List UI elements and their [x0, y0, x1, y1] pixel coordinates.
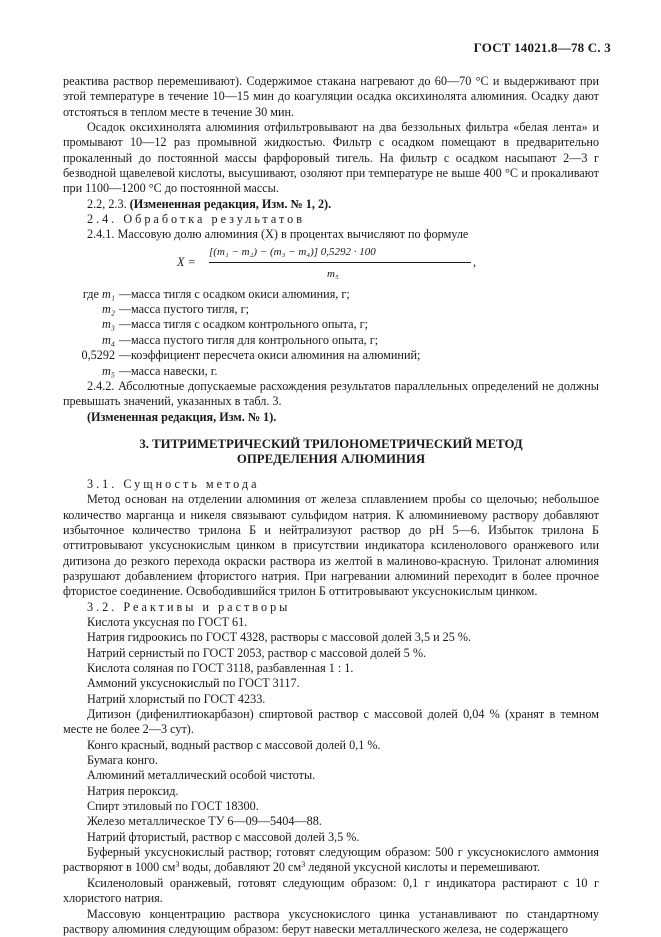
- edit-note-1: [63, 197, 599, 212]
- reagent-item: Натрий хлористый по ГОСТ 4233.: [63, 692, 599, 707]
- legend-symbol: m₃: [63, 317, 119, 332]
- reagents-list: [63, 615, 599, 845]
- subsection-3-2-heading: 3.2. Реактивы и растворы: [63, 600, 599, 615]
- formula-denominator: m₅: [327, 267, 339, 282]
- reagent-item: Кислота соляная по ГОСТ 3118, разбавленная 1 : 1.: [63, 661, 599, 676]
- subsection-2-4-1: 2.4.1. Массовую долю алюминия (X) в процентах вычисляют по формуле: [63, 227, 599, 242]
- page-header: ГОСТ 14021.8—78 С. 3: [474, 40, 611, 56]
- reagent-item: Натрий фтористый, раствор с массовой долей 3,5 %.: [63, 830, 599, 845]
- reagent-item: Железо металлическое ТУ 6—09—5404—88.: [63, 814, 599, 829]
- formula-legend: [63, 287, 599, 379]
- formula-numerator: [(m₁ − m₂) − (m₃ − m₄)] 0,5292 · 100: [209, 245, 376, 260]
- buffer-solution-paragraph: Буферный уксуснокислый раствор; готовят следующим образом: 500 г уксуснокислого аммония растворяют в 1000 $см^3$ воды, добавляют 20 $см^3$ ледяной уксусной кислоты и перемешивают.: [63, 845, 599, 876]
- reagent-item: Натрий сернистый по ГОСТ 2053, раствор с массовой долей 5 %.: [63, 646, 599, 661]
- fraction-bar: [209, 262, 471, 263]
- legend-text: масса пустого тигля, г;: [131, 302, 599, 317]
- legend-text: масса тигля с осадком окиси алюминия, г;: [131, 287, 599, 302]
- formula-lhs: X =: [177, 255, 196, 270]
- reagent-item: Конго красный, водный раствор с массовой долей 0,1 %.: [63, 738, 599, 753]
- legend-row: m₃ — масса тигля с осадком контрольного опыта, г;: [63, 317, 599, 332]
- legend-text: масса навески, г.: [131, 364, 599, 379]
- reagent-item: Бумага конго.: [63, 753, 599, 768]
- legend-row: m₅ — масса навески, г.: [63, 364, 599, 379]
- subsection-2-4-2: 2.4.2. Абсолютные допускаемые расхождения результатов параллельных определений не должны превышать значений, указанных в табл. 3.: [63, 379, 599, 410]
- subsection-3-1-heading: 3.1. Сущность метода: [63, 477, 599, 492]
- method-essence-paragraph: Метод основан на отделении алюминия от железа сплавлением пробы со щелочью; небольшое количество марганца и никеля связывают сульфидом натрия. К алюминиевому раствору добавляют избыточное количество трилона Б и нейтрализуют раствор до рН 5—6. Избыток трилона Б оттитровывают уксуснокислым цинком в присутствии индикатора ксиленолового оранжевого или дитизона до резкого перехода окраски раствора из желтой в малиново-красную. Трилонат алюминия разрушают добавлением фтористого натрия. При нагревании алюминий переходит в более прочное фтористое соединение. Освободившийся трилон Б оттитровывают уксуснокислым цинком.: [63, 492, 599, 599]
- legend-row: где m₁ — масса тигля с осадком окиси алюминия, г;: [63, 287, 599, 302]
- page-content: [63, 74, 599, 937]
- reagent-item: Натрия гидроокись по ГОСТ 4328, растворы с массовой долей 3,5 и 25 %.: [63, 630, 599, 645]
- legend-text: масса пустого тигля для контрольного опыта, г;: [131, 333, 599, 348]
- reagent-item: Дитизон (дифенилтиокарбазон) спиртовой раствор с массовой долей 0,04 % (хранят в темном месте не более 2—3 сут).: [63, 707, 599, 738]
- xylenol-paragraph: Ксиленоловый оранжевый, готовят следующим образом: 0,1 г индикатора растирают с 10 г хлористого натрия.: [63, 876, 599, 907]
- legend-row: m₄ — масса пустого тигля для контрольного опыта, г;: [63, 333, 599, 348]
- zinc-concentration-paragraph: Массовую концентрацию раствора уксуснокислого цинка устанавливают по стандартному раствору алюминия следующим образом: берут навески металлического железа, не содержащего: [63, 907, 599, 937]
- reagent-item: Алюминий металлический особой чистоты.: [63, 768, 599, 783]
- paragraph-filtration: Осадок оксихинолята алюминия отфильтровывают на два беззольных фильтра «белая лента» и промывают 10—12 раз промывной жидкостью. Фильтр с осадком помещают в предварительно прокаленный до постоянной массы фарфоровый тигель. На фильтр с осадком насыпают 2—3 г безводной щавелевой кислоты, высушивают, озоляют при температуре не выше 400 °С и прокаливают при 1100—1200 °С до постоянной массы.: [63, 120, 599, 197]
- legend-symbol: m₅: [63, 364, 119, 379]
- legend-symbol: m₄: [63, 333, 119, 348]
- legend-row: m₂ — масса пустого тигля, г;: [63, 302, 599, 317]
- legend-row: 0,5292 — коэффициент пересчета окиси алюминия на алюминий;: [63, 348, 599, 363]
- edit-note-2: (Измененная редакция, Изм. № 1).: [63, 410, 599, 425]
- section-3-title: 3. ТИТРИМЕТРИЧЕСКИЙ ТРИЛОНОМЕТРИЧЕСКИЙ МЕТОД ОПРЕДЕЛЕНИЯ АЛЮМИНИЯ: [63, 437, 599, 467]
- formula-comma: ,: [473, 255, 476, 270]
- legend-symbol: где m₁: [63, 287, 119, 302]
- legend-symbol: m₂: [63, 302, 119, 317]
- subsection-2-4-heading: 2.4. Обработка результатов: [63, 212, 599, 227]
- edit-note-1-text: (Измененная редакция, Изм. № 1, 2).: [130, 197, 332, 211]
- reagent-item: Спирт этиловый по ГОСТ 18300.: [63, 799, 599, 814]
- edit-note-1-number: 2.2, 2.3.: [87, 197, 127, 211]
- legend-text: коэффициент пересчета окиси алюминия на алюминий;: [131, 348, 599, 363]
- formula: [63, 245, 599, 285]
- legend-symbol: 0,5292: [63, 348, 119, 363]
- paragraph-continuation: реактива раствор перемешивают). Содержимое стакана нагревают до 60—70 °С и выдерживают при этой температуре в течение 10—15 мин до коагуляции осадка оксихинолята алюминия. Осадку дают отстояться в теплом месте в течение 30 мин.: [63, 74, 599, 120]
- reagent-item: Аммоний уксуснокислый по ГОСТ 3117.: [63, 676, 599, 691]
- reagent-item: Натрия пероксид.: [63, 784, 599, 799]
- legend-text: масса тигля с осадком контрольного опыта, г;: [131, 317, 599, 332]
- reagent-item: Кислота уксусная по ГОСТ 61.: [63, 615, 599, 630]
